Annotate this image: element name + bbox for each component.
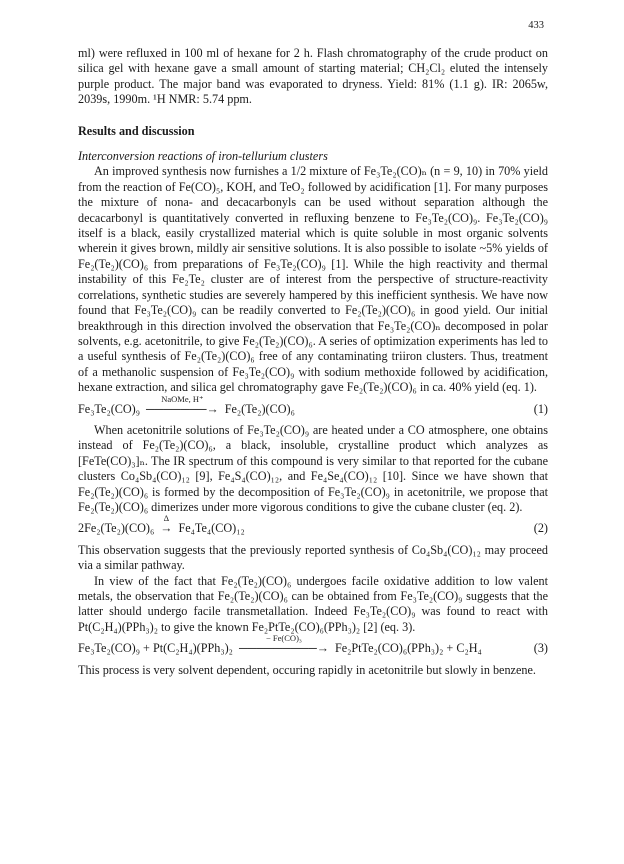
eq2-arrow: Δ → — [160, 513, 173, 536]
eq3-arrow: − Fe(CO)₃ ─────────→ — [238, 633, 329, 656]
eq3-number: (3) — [533, 641, 548, 656]
paragraph-2: When acetonitrile solutions of Fe₃Te₂(CO)₉ are heated under a CO atmosphere, one obtains instead of Fe₂(Te₂)(CO)₆, a black, insoluble, crystalline product which analyzes as [FeTe(CO)₃]ₙ. The IR spectrum of this compound is very similar to that reported for the cubane clusters Co₄Sb₄(CO)₁₂ [9], Fe₄S₄(CO)₁₂, and Fe₄Se₄(CO)₁₂ [10]. Since we have shown that Fe₂(Te₂)(CO)₆ is formed by the decomposition of Fe₃Te₂(CO)₉ in acetonitrile, we propose that Fe₂(Te₂)(CO)₆ dimerizes under more vigorous conditions to give the cubane cluster (eq. 2). — [78, 422, 548, 514]
eq2-number: (2) — [533, 521, 548, 536]
equation-1 — [78, 393, 548, 417]
eq2-product: Fe₄Te₄(CO)₁₂ — [178, 521, 245, 536]
paragraph-3: This observation suggests that the previously reported synthesis of Co₄Sb₄(CO)₁₂ may proceed via a similar pathway. — [78, 542, 548, 573]
eq1-number: (1) — [533, 401, 548, 416]
equation-2 — [78, 513, 548, 536]
eq2-condition: Δ — [163, 513, 170, 524]
eq3-condition: − Fe(CO)₃ — [266, 633, 302, 644]
paragraph-4: In view of the fact that Fe₂(Te₂)(CO)₆ undergoes facile oxidative addition to low valent metals, the observation that Fe₂(Te₂)(CO)₆ can be obtained from Fe₃Te₂(CO)₉ suggests that the latter should undergo facile transmetallation. Indeed Fe₃Te₂(CO)₉ was found to react with Pt(C₂H₄)(PPh₃)₂ to give the known Fe₂PtTe₂(CO)₆(PPh₃)₂ [2] (eq. 3). — [78, 573, 548, 634]
eq1-reactant: Fe₃Te₂(CO)₉ — [78, 401, 140, 416]
section-heading: Results and discussion — [78, 123, 195, 138]
eq3-reactant: Fe₃Te₂(CO)₉ + Pt(C₂H₄)(PPh₃)₂ — [78, 641, 233, 656]
eq2-reactant: 2Fe₂(Te₂)(CO)₆ — [78, 521, 155, 536]
eq1-condition: NaOMe, H⁺ — [161, 393, 204, 404]
page-number: 433 — [528, 20, 544, 31]
subsection-heading: Interconversion reactions of iron-tellurium clusters — [78, 149, 328, 164]
paragraph-1: An improved synthesis now furnishes a 1/2 mixture of Fe₃Te₂(CO)ₙ (n = 9, 10) in 70% yield from the reaction of Fe(CO)₅, KOH, and TeO₂ followed by acidification [1]. For many purposes the mixture of nona- and decacarbonyls can be used without separation although the decacarbonyl is quantitatively converted in refluxing benzene to Fe₃Te₂(CO)₉. Fe₃Te₂(CO)₉ itself is a black, easily crystallized material which is quite soluble in most organic solvents wherein it gives brown, mildly air sensitive solutions. It is also possible to isolate ~5% yields of Fe₂(Te₂)(CO)₆ from preparations of Fe₃Te₂(CO)₉ [1]. While the high reactivity and thermal instability of this Fe₂Te₂ cluster are of interest from the perspective of structure-reactivity correlations, synthetic studies are severely hampered by this inefficient synthesis. We have now found that Fe₃Te₂(CO)₉ can be readily converted to Fe₂(Te₂)(CO)₆ in good yield. Our initial breakthrough in this direction involved the observation that Fe₃Te₂(CO)ₙ decomposed in polar solvents, e.g. acetonitrile, to give Fe₂(Te₂)(CO)₆. A series of optimization experiments has led to a useful synthesis of Fe₂(Te₂)(CO)₆ free of any contaminating triiron clusters. Thus, treatment of a methanolic suspension of Fe₃Te₂(CO)₉ with sodium methoxide followed by acidification, hexane extraction, and silica gel chromatography gave Fe₂(Te₂)(CO)₆ in ca. 40% yield (eq. 1). — [78, 164, 548, 395]
eq3-product: Fe₂PtTe₂(CO)₆(PPh₃)₂ + C₂H₄ — [334, 641, 482, 656]
paragraph-5: This process is very solvent dependent, occuring rapidly in acetonitrile but slowly in benzene. — [78, 662, 536, 677]
paragraph-experimental-end: ml) were refluxed in 100 ml of hexane for 2 h. Flash chromatography of the crude product on silica gel with hexane gave a small amount of starting material; CH₂Cl₂ eluted the intensely purple product. The major band was evaporated to dryness. Yield: 81% (1.1 g). IR: 2065w, 2039s, 1990m. ¹H NMR: 5.74 ppm. — [78, 46, 548, 107]
eq1-arrow: NaOMe, H⁺ ───────→ — [146, 393, 219, 416]
equation-3 — [78, 633, 548, 656]
eq1-product: Fe₂(Te₂)(CO)₆ — [224, 401, 295, 416]
article-body — [78, 46, 548, 678]
